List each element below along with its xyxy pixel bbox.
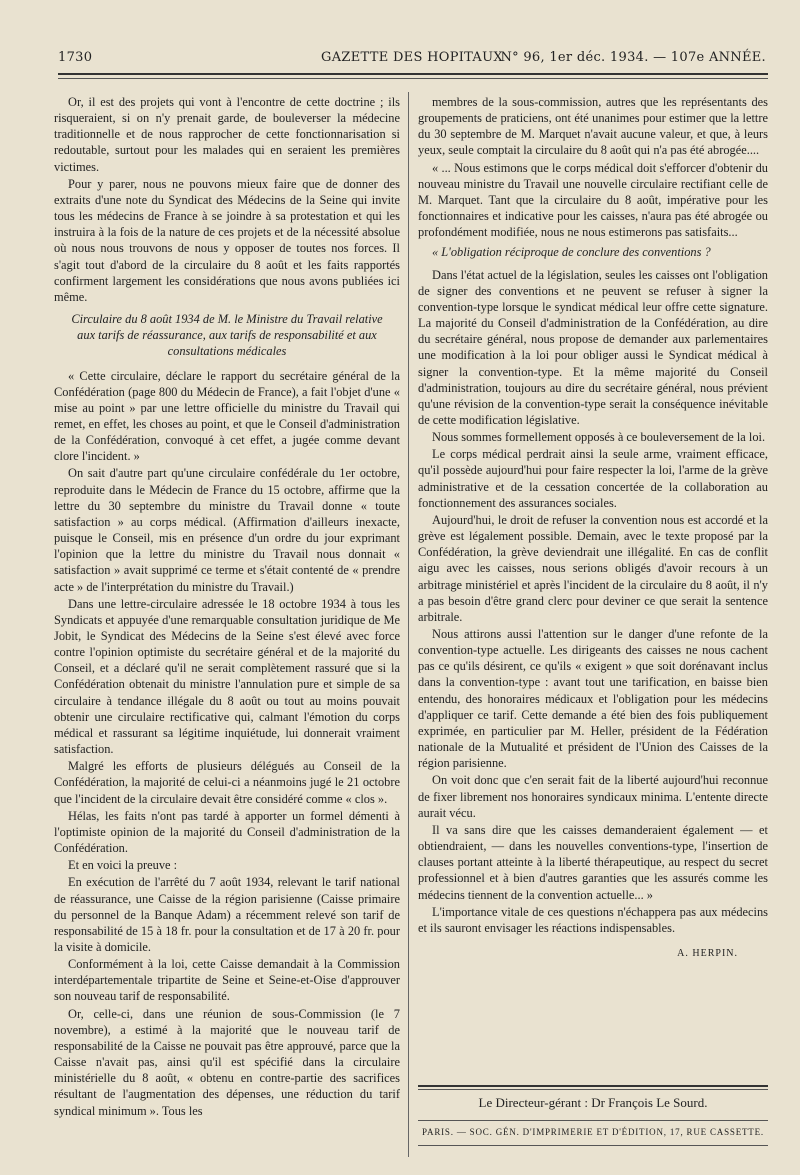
- paragraph: L'importance vitale de ces questions n'échappera pas aux médecins et ils sauront envisager les réactions indispensables.: [418, 904, 768, 935]
- paragraph: Malgré les efforts de plusieurs délégués au Conseil de la Confédération, la majorité de celui-ci a néanmoins jugé le 21 octobre que l'incident de la circulaire devait être considéré comme « clos ».: [54, 759, 400, 806]
- footer-rule-thin: [418, 1089, 768, 1090]
- right-column: [418, 94, 768, 1164]
- footer-rule-mid: [418, 1120, 768, 1121]
- paragraph: Hélas, les faits n'ont pas tardé à apporter un formel démenti à l'optimiste opinion de la majorité du Conseil d'administration de la Confédération.: [54, 808, 400, 856]
- paragraph: Or, celle-ci, dans une réunion de sous-Commission (le 7 novembre), a estimé à la majorité que le nouveau tarif de responsabilité de la Caisse ne pouvait pas être approuvé, parce que la Caisse n'avait pas, ainsi qu'il est spécifié dans la circulaire ministérielle du 8 août, « obtenu en contre-partie des sacrifices résultant de l'augmentation des dépenses, une réduction du tarif syndical minimum ». Tous les: [54, 1006, 400, 1118]
- paragraph: Pour y parer, nous ne pouvons mieux faire que de donner des extraits d'une note du Syndicat des Médecins de la Seine qui invite tous les médecins de France à se joindre à sa protestation et qui les instruira à la fois de la nature de ces projets et de la nécessité absolue où nous nous trouvons de nous y opposer de toutes nos forces. Il s'agit tout d'abord de la circulaire du 8 août et les faits rapportés confirment largement les considérations que nous avons publiées ici même.: [54, 176, 400, 304]
- paragraph: Or, il est des projets qui vont à l'encontre de cette doctrine ; ils risqueraient, si on n'y prenait garde, de bouleverser la médecine traditionnelle et de nous rapprocher de cette fonctionnarisation si redoutable, surtout pour les malades qui en seraient les premières victimes.: [54, 95, 400, 174]
- paragraph: membres de la sous-commission, autres que les représentants des groupements de praticiens, ont été unanimes pour estimer que la lettre du 30 septembre de M. Marquet n'avait aucune valeur, et que, à leurs yeux, seule comptait la circulaire du 8 août qui n'a pas été abrogée....: [418, 95, 768, 158]
- paragraph: Dans une lettre-circulaire adressée le 18 octobre 1934 à tous les Syndicats et appuyée d'une remarquable consultation juridique de Me Jobit, le Syndicat des Médecins de la Seine s'est élevé avec force contre l'opinion optimiste du secrétaire général et de la majorité du Conseil, et a déclaré qu'il ne serait complètement rassuré que si la Confédération obtenait du ministre l'annulation pure et simple de sa circulaire à tendance illégale du 8 août ou tout au moins pouvait obtenir une circulaire rectificative qui, calmant l'émotion du corps médical et rassurant sa légitime inquiétude, lui donnerait vraiment satisfaction.: [54, 596, 400, 757]
- director-line: Le Directeur-gérant : Dr François Le Sourd.: [478, 1095, 708, 1110]
- paragraph: Il va sans dire que les caisses demanderaient également — et obtiendraient, — dans les nouvelles conventions-type, l'insertion de clauses portant atteinte à la liberté thérapeutique, au respect du secret professionnel et à bien d'autres garanties que les assurés comme les médecins tiennent de la convention actuelle... »: [418, 822, 768, 902]
- publication-title: GAZETTE DES HOPITAUX: [321, 50, 503, 65]
- issue-info: N° 96, 1er déc. 1934. — 107e ANNÉE.: [500, 50, 766, 65]
- left-column: [54, 94, 400, 1164]
- paragraph: Le corps médical perdrait ainsi la seule arme, vraiment efficace, qu'il possède aujourd'hui pour faire respecter la loi, l'arme de la grève administrative et de la cessation concertée de la collaboration au fonctionnement des assurances sociales.: [418, 447, 768, 510]
- column-divider: [408, 92, 409, 1157]
- page-header: [58, 50, 766, 74]
- paragraph: Conformément à la loi, cette Caisse demandait à la Commission interdépartementale tripartite de Seine et Seine-et-Oise d'approuver son nouveau tarif de responsabilité.: [54, 957, 400, 1004]
- paragraph: Et en voici la preuve :: [68, 858, 178, 873]
- paragraph: On sait d'autre part qu'une circulaire confédérale du 1er octobre, reproduite dans le Médecin de France du 15 octobre, affirme que la lettre du 30 septembre du ministre du Travail donne « toute satisfaction » au corps médical. (Affirmation d'ailleurs inexacte, puisque le Conseil, mis en présence d'un ordre du jour exprimant l'opinion que la lettre du ministre du Travail nous donnait « satisfaction » avait supprimé ce terme et s'était contenté de « prendre acte » de l'interprétation du ministre du Travail.): [54, 466, 400, 594]
- paragraph: On voit donc que c'en serait fait de la liberté aujourd'hui reconnue de fixer librement nos honoraires syndicaux minima. L'entente directe aurait vécu.: [418, 773, 768, 820]
- paragraph: Nous sommes formellement opposés à ce bouleversement de la loi.: [432, 430, 766, 445]
- footer-rule-bottom: [418, 1145, 768, 1146]
- author-signature: A. HERPIN.: [677, 947, 738, 959]
- paragraph: Nous attirons aussi l'attention sur le danger d'une refonte de la convention-type actuelle. Les dirigeants des caisses ne nous cachent pas ce qu'ils désirent, ce qu'ils « exigent » que soit dorénavant inclus dans la convention-type : avant tout une tarification, en baisse bien entendu, des honoraires médicaux et l'obligation pour les médecins d'appliquer ce tarif. Cette demande a été bien des fois publiquement exprimée, en particulier par M. Heller, président de la Fédération nationale de la Mutualité et président de l'Union des Caisses de la région parisienne.: [418, 627, 768, 771]
- section-heading: Circulaire du 8 août 1934 de M. le Ministre du Travail relative aux tarifs de réassurance, aux tarifs de responsabilité et aux consultations médicales: [71, 312, 383, 359]
- footer-rule: [418, 1085, 768, 1087]
- paragraph: En exécution de l'arrêté du 7 août 1934, relevant le tarif national de réassurance, une Caisse de la région parisienne (Caisse primaire du personnel de la Banque Adam) a récemment relevé son tarif de responsabilité de 15 à 18 fr. pour la consultation et de 17 à 20 fr. pour la visite à domicile.: [54, 875, 400, 954]
- header-rule-thin: [58, 78, 768, 79]
- paragraph: Aujourd'hui, le droit de refuser la convention nous est accordé et la grève est légalement possible. Demain, avec le texte proposé par la Confédération, la grève deviendrait une illégalité. En cas de conflit aigu avec les caisses, nous serions obligés d'avoir recours à un arbitrage ministériel et après l'incident de la circulaire du 8 août, il n'y a pas besoin d'être grand clerc pour deviner ce que serait la sentence arbitrale.: [418, 512, 768, 624]
- section-heading: « L'obligation réciproque de conclure des conventions ?: [432, 245, 711, 260]
- paragraph: « ... Nous estimons que le corps médical doit s'efforcer d'obtenir du nouveau ministre du Travail une nouvelle circulaire rectifiant celle de M. Marquet. Tant que la circulaire du 8 août, impérative pour les fonctionnaires et indicative pour les caisses, n'aura pas été abrogée ou profondément modifiée, nous ne nous estimerons pas satisfaits...: [418, 160, 768, 240]
- printer-line: PARIS. — SOC. GÉN. D'IMPRIMERIE ET D'ÉDITION, 17, RUE CASSETTE.: [422, 1127, 764, 1137]
- paragraph: Dans l'état actuel de la législation, seules les caisses ont l'obligation de signer des conventions et ne peuvent se refuser à signer la convention-type lorsque le syndicat médical leur offre cette signature. La majorité du Conseil d'administration de la Confédération, au dire du secrétaire général, nous propose de demander aux parlementaires une modification à la loi pour obliger aussi le Syndicat médical à signer la convention-type. Et la même majorité du Conseil d'administration, toujours au dire du secrétaire général, nous prévient qu'une révision de la convention-type serait la conséquence inévitable de cette modification législative.: [418, 267, 768, 427]
- header-rule: [58, 73, 768, 75]
- paragraph: « Cette circulaire, déclare le rapport du secrétaire général de la Confédération (page 800 du Médecin de France), a fait l'objet d'une « mise au point » par une lettre officielle du ministre du Travail qui remet, en effet, les choses au point, et que le Conseil d'administration de la Confédération, convoqué à cet effet, a jugée comme devant clore l'incident. »: [54, 368, 400, 464]
- page-number: 1730: [58, 50, 93, 65]
